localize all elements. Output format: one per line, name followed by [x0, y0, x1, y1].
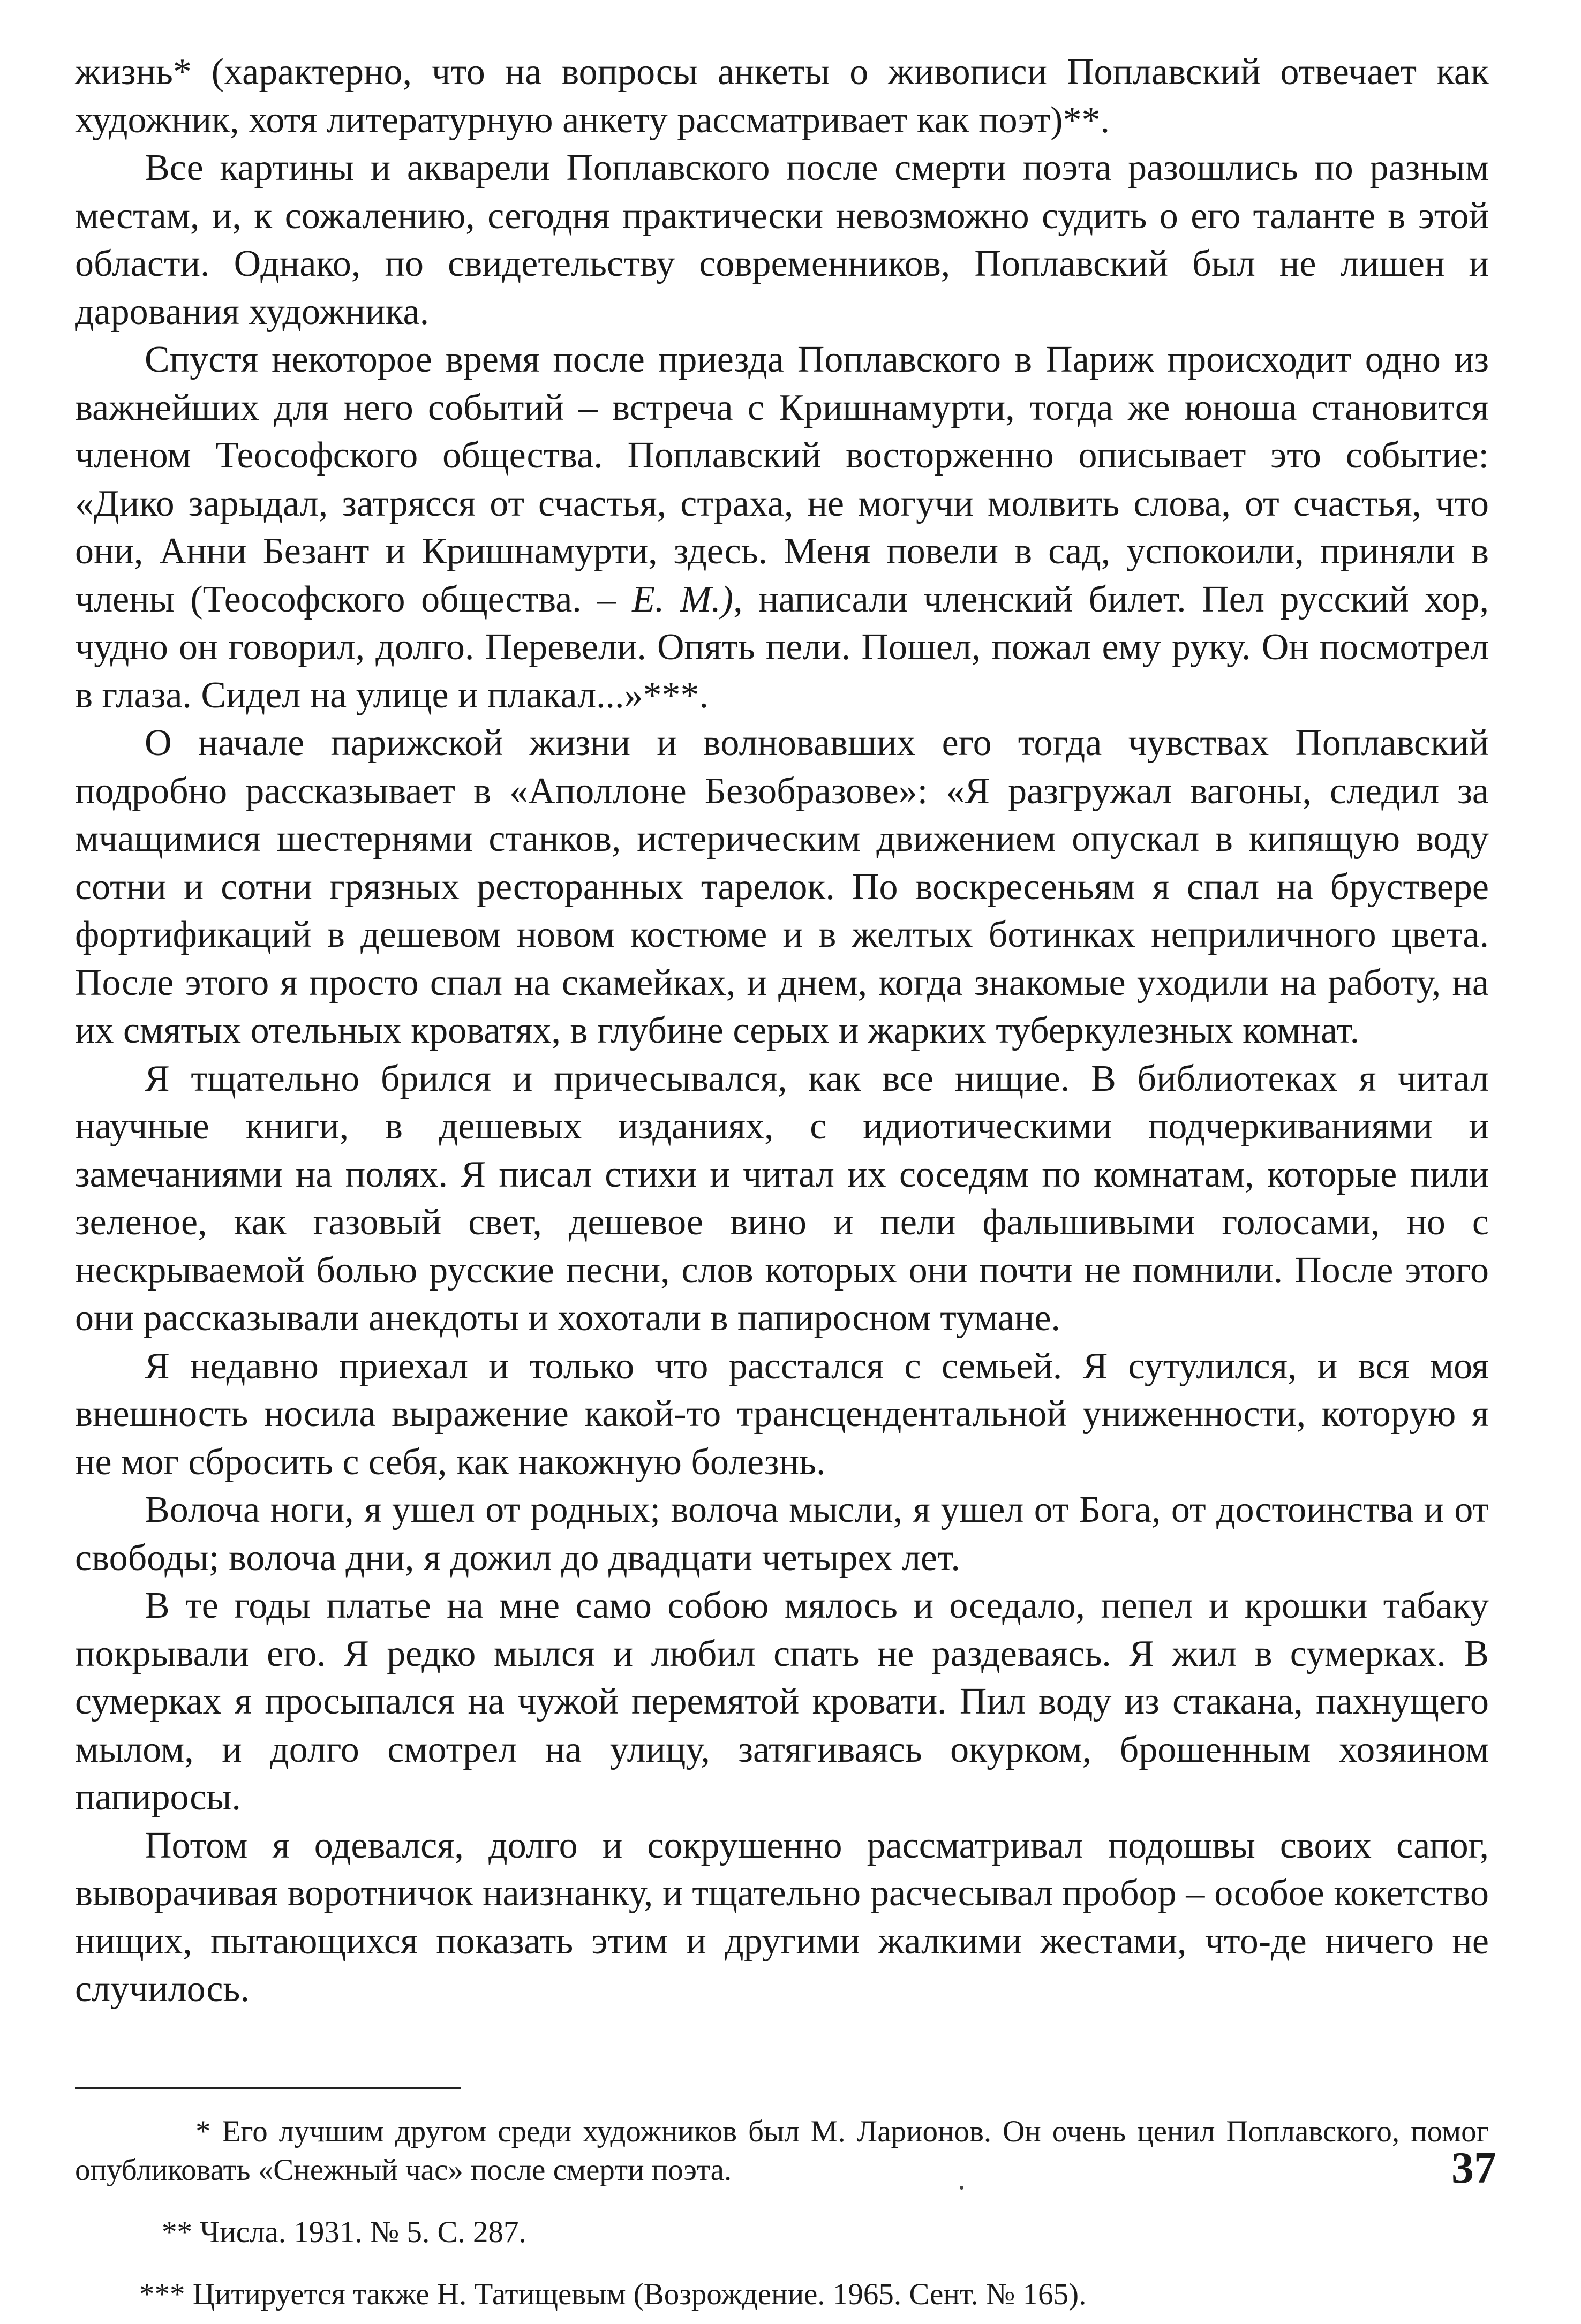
paragraph-3-part-2: , написали членский билет. Пел русский хор, чудно он говорил, долго. Перевели. Опять пели. Пошел, пожал ему руку. Он посмотрел в глаза. Сидел на улице и плакал...»***. [75, 578, 1489, 716]
footnote-1: * Его лучшим другом среди художников был М. Ларионов. Он очень ценил Поплавского, помог опубликовать «Снежный час» после смерти поэта. [75, 2114, 1489, 2187]
paragraph-5: Я тщательно брился и причесывался, как все нищие. В библиотеках я читал научные книги, в дешевых изданиях, с идиотическими подчеркиваниями и замечаниями на полях. Я писал стихи и читал их соседям по комнатам, которые пили зеленое, как газовый свет, дешевое вино и пели фальшивыми голосами, но с нескрываемой болью русские песни, слов которых они почти не помнили. После этого они рассказывали анекдоты и хохотали в папиросном тумане. [75, 1058, 1489, 1339]
page-text [75, 48, 1489, 2314]
paragraph-3-part-1: Спустя некоторое время после приезда Поплавского в Париж происходит одно из важнейших для него событий – встреча с Кришнамурти, тогда же юноша становится членом Теософского общества. Поплавский восторженно описывает это событие: «Дико зарыдал, затрясся от счастья, страха, не могучи молвить слова, от счастья, что они, Анни Безант и Кришнамурти, здесь. Меня повели в сад, успокоили, приняли в члены (Теософского общества. – [75, 339, 1489, 620]
paragraph-4: О начале парижской жизни и волновавших его тогда чувствах Поплавский подробно рассказывает в «Аполлоне Безобразове»: «Я разгружал вагоны, следил за мчащимися шестернями станков, истерическим движением опускал в кипящую воду сотни и сотни грязных ресторанных тарелок. По воскресеньям я спал на бруствере фортификаций в дешевом новом костюме и в желтых ботинках неприличного цвета. После этого я просто спал на скамейках, и днем, когда знакомые уходили на работу, на их смятых отельных кроватях, в глубине серых и жарких туберкулезных комнат. [75, 722, 1489, 1051]
paragraph-8: В те годы платье на мне само собою мялось и оседало, пепел и крошки табаку покрывали его. Я редко мылся и любил спать не раздеваясь. Я жил в сумерках. В сумерках я просыпался на чужой перемятой кровати. Пил воду из стакана, пахнущего мылом, и долго смотрел на улицу, затягиваясь окурком, брошенным хозяином папиросы. [75, 1585, 1489, 1818]
paragraph-7: Волоча ноги, я ушел от родных; волоча мысли, я ушел от Бога, от достоинства и от свободы; волоча дни, я дожил до двадцати четырех лет. [75, 1489, 1489, 1579]
paragraph-2: Все картины и акварели Поплавского после смерти поэта разошлись по разным местам, и, к сожалению, сегодня практически невозможно судить о его таланте в этой области. Однако, по свидетельству современников, Поплавский был не лишен и дарования художника. [75, 147, 1489, 333]
page-number: 37 [1451, 2143, 1496, 2193]
editor-initials: Е. М.) [632, 578, 734, 620]
footnote-3: *** Цитируется также Н. Татищевым (Возрождение. 1965. Сент. № 165). [139, 2277, 1087, 2311]
footnote-separator [75, 2087, 461, 2089]
paragraph-1: жизнь* (характерно, что на вопросы анкеты о живописи Поплавский отвечает как художник, хотя литературную анкету рассматривает как поэт)**. [75, 51, 1489, 141]
paragraph-6: Я недавно приехал и только что расстался с семьей. Я сутулился, и вся моя внешность носила выражение какой-то трансцендентальной униженности, которую я не мог сбросить с себя, как накожную болезнь. [75, 1345, 1489, 1483]
paragraph-3 [75, 336, 1489, 719]
paragraph-9: Потом я одевался, долго и сокрушенно рассматривал подошвы своих сапог, выворачивая воротничок наизнанку, и тщательно расчесывал пробор – особое кокетство нищих, пытающихся показать этим и другими жалкими жестами, что-де ничего не случилось. [75, 1824, 1489, 2010]
scan-speck [960, 2186, 963, 2190]
footnote-2: ** Числа. 1931. № 5. С. 287. [162, 2215, 526, 2249]
